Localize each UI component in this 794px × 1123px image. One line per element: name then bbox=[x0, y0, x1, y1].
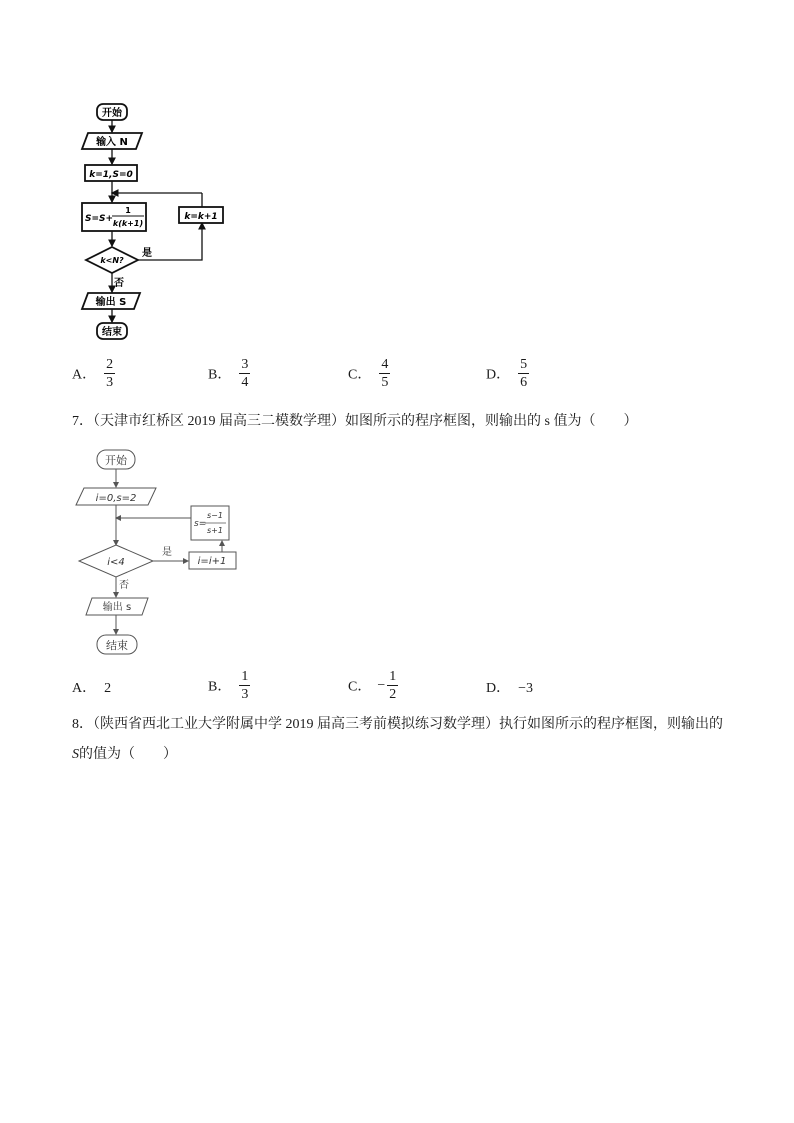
q6-option-c-fraction: $\frac{4}{5}$ bbox=[381, 357, 389, 390]
q6-option-b[interactable] bbox=[208, 356, 250, 391]
q8-text-line2 bbox=[72, 744, 177, 766]
fc2-assign-den: s+1 bbox=[207, 526, 223, 535]
fc1-inc-text: k=k+1 bbox=[184, 212, 218, 222]
fc1-input-text: 输入 N bbox=[96, 137, 128, 148]
q8-variable-s: S bbox=[72, 747, 79, 762]
q7-option-c-sign: − bbox=[377, 677, 386, 693]
q6-option-b-fraction: $\frac{3}{4}$ bbox=[241, 357, 249, 390]
q6-option-c[interactable] bbox=[348, 356, 390, 391]
q6-option-d-letter: D． bbox=[486, 367, 511, 383]
q6-option-d[interactable] bbox=[486, 356, 529, 391]
flowchart-2 bbox=[70, 445, 270, 660]
fc1-assign-num: 1 bbox=[125, 206, 131, 215]
q7-option-b[interactable] bbox=[208, 668, 250, 703]
flowchart-1 bbox=[70, 100, 230, 345]
fc1-decision-text: k<N? bbox=[100, 256, 124, 265]
fc1-yes-label: 是 bbox=[142, 248, 152, 259]
q7-option-d-letter: D． bbox=[486, 681, 511, 696]
fc2-inc-text: i=i+1 bbox=[197, 556, 227, 567]
fc2-output-text: 输出 s bbox=[102, 602, 132, 613]
q7-option-a-letter: A． bbox=[72, 681, 97, 696]
q6-option-a-fraction: $\frac{2}{3}$ bbox=[106, 357, 114, 390]
q7-option-a[interactable] bbox=[72, 677, 111, 697]
q7-option-c-letter: C． bbox=[348, 679, 372, 695]
fc2-start-text: 开始 bbox=[105, 454, 127, 467]
fc2-no-label: 否 bbox=[119, 580, 129, 591]
q6-option-b-letter: B． bbox=[208, 367, 232, 383]
fc1-init-text: k=1,S=0 bbox=[89, 170, 133, 180]
q6-option-a[interactable] bbox=[72, 356, 115, 391]
fc2-assign-left: s= bbox=[194, 519, 207, 529]
fc1-assign-left: S=S+ bbox=[85, 214, 114, 224]
fc2-assign-num: s−1 bbox=[207, 511, 223, 520]
q7-option-b-letter: B． bbox=[208, 679, 232, 695]
q8-text-line1: 8．（陕西省西北工业大学附属中学 2019 届高三考前模拟练习数学理）执行如图所示的程序框图，则输出的 bbox=[72, 717, 723, 732]
q7-text: 7．（天津市红桥区 2019 届高三二模数学理）如图所示的程序框图，则输出的 s 值为（ ） bbox=[72, 414, 638, 429]
fc1-assign-den: k(k+1) bbox=[112, 219, 144, 228]
q6-option-d-fraction: $\frac{5}{6}$ bbox=[520, 357, 528, 390]
fc2-decision-text: i<4 bbox=[107, 557, 125, 568]
q7-option-a-value: 2 bbox=[104, 681, 112, 696]
q7-option-d-value: −3 bbox=[518, 681, 534, 696]
fc1-output-text: 输出 S bbox=[95, 297, 127, 308]
q7-option-d[interactable] bbox=[486, 677, 533, 697]
q7-option-b-fraction: $\frac{1}{3}$ bbox=[241, 669, 249, 702]
fc2-yes-label: 是 bbox=[162, 547, 172, 558]
q8-text-rest: 的值为（ ） bbox=[79, 747, 177, 762]
fc2-init-text: i=0,s=2 bbox=[95, 493, 137, 504]
q6-option-c-letter: C． bbox=[348, 367, 372, 383]
fc1-end-text: 结束 bbox=[102, 327, 122, 338]
q7-option-c-fraction: $\frac{1}{2}$ bbox=[389, 669, 397, 702]
q6-option-a-letter: A． bbox=[72, 367, 97, 383]
fc1-no-label: 否 bbox=[114, 278, 124, 289]
fc1-start-text: 开始 bbox=[102, 108, 122, 119]
fc2-end-text: 结束 bbox=[106, 639, 128, 652]
q7-option-c[interactable] bbox=[348, 668, 398, 703]
